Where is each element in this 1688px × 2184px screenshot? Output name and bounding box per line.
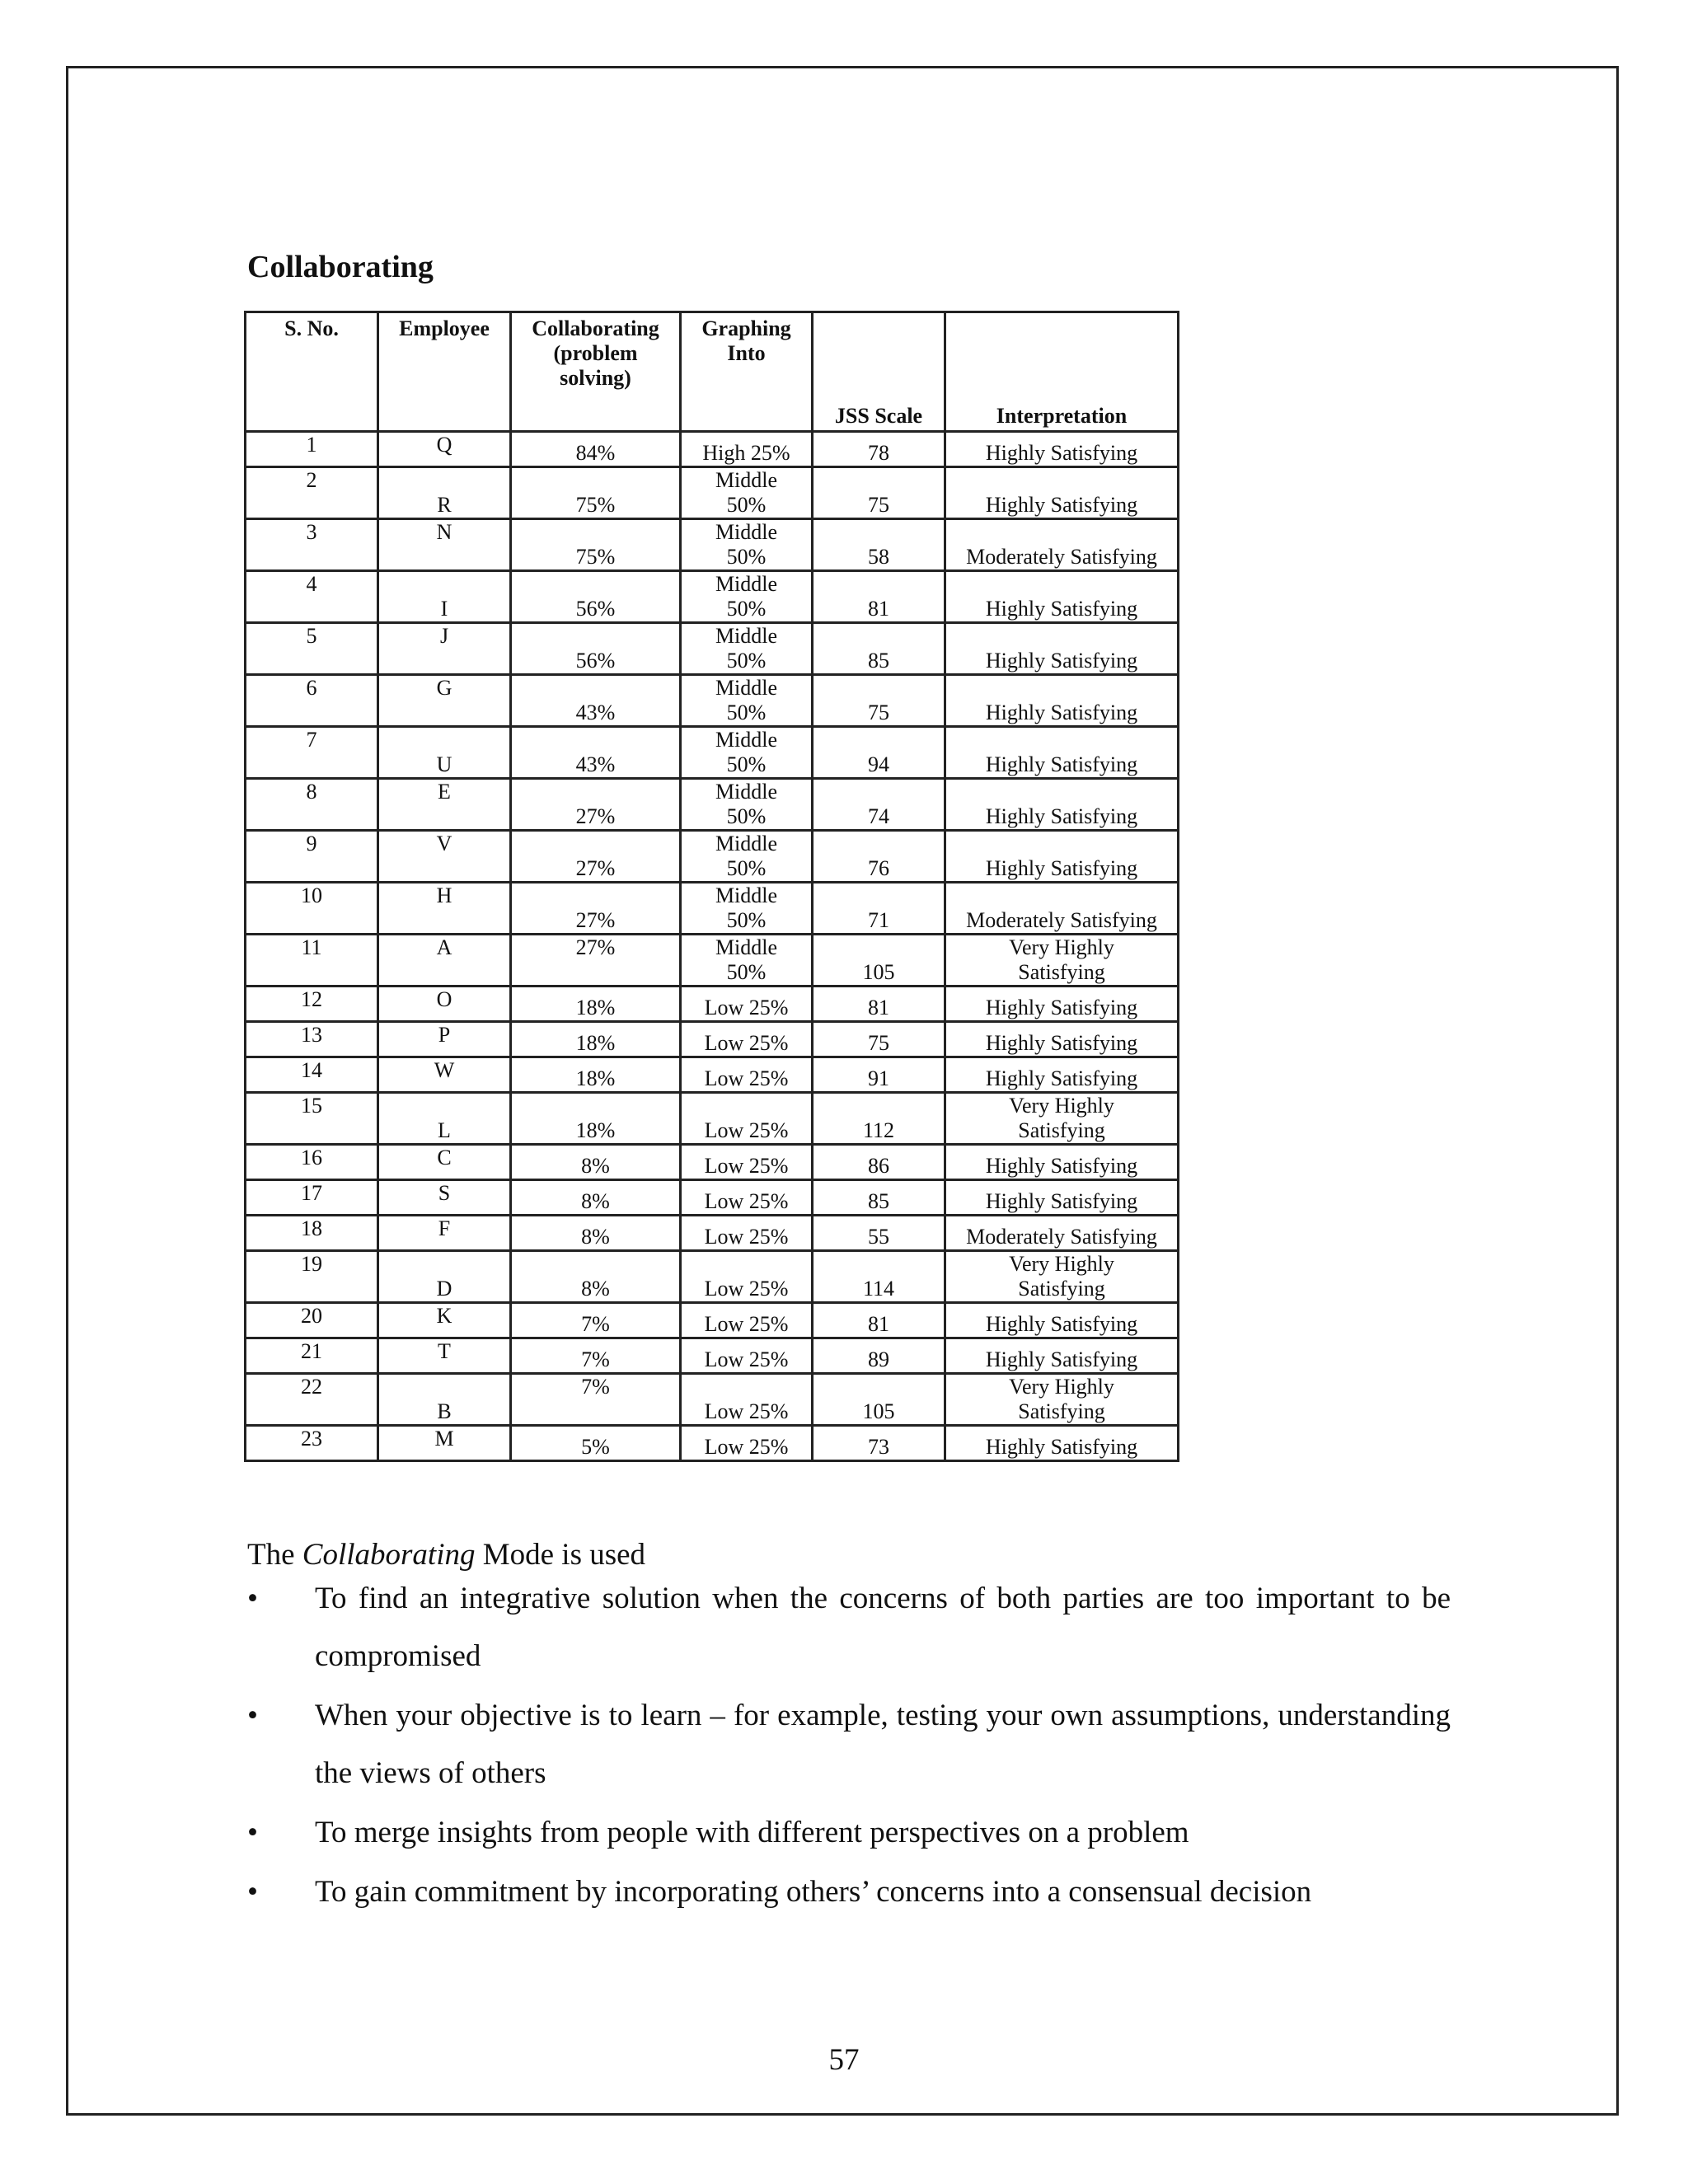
cell-collaborating: 8%	[511, 1180, 681, 1216]
bullet-item: • To merge insights from people with different perspectives on a problem	[247, 1804, 1451, 1862]
cell-jss: 94	[813, 727, 945, 779]
cell-employee: S	[378, 1180, 511, 1216]
cell-collaborating: 18%	[511, 987, 681, 1022]
cell-graphing: Low 25%	[681, 1145, 813, 1180]
cell-jss: 85	[813, 623, 945, 675]
cell-interpretation: Highly Satisfying	[945, 779, 1179, 831]
cell-interpretation: Highly Satisfying	[945, 831, 1179, 883]
cell-jss: 75	[813, 467, 945, 519]
cell-sno: 13	[246, 1022, 378, 1057]
cell-graphing: Middle 50%	[681, 831, 813, 883]
cell-sno: 9	[246, 831, 378, 883]
cell-employee: I	[378, 571, 511, 623]
bullet-item: • To find an integrative solution when the concerns of both parties are too important to be compromised	[247, 1570, 1451, 1685]
cell-collaborating: 18%	[511, 1093, 681, 1145]
cell-employee: C	[378, 1145, 511, 1180]
cell-collaborating: 43%	[511, 675, 681, 727]
bullet-icon: •	[247, 1582, 258, 1615]
cell-jss: 74	[813, 779, 945, 831]
cell-jss: 81	[813, 571, 945, 623]
cell-sno: 5	[246, 623, 378, 675]
cell-graphing: Low 25%	[681, 1374, 813, 1426]
cell-employee: Q	[378, 432, 511, 467]
cell-employee: V	[378, 831, 511, 883]
cell-collaborating: 84%	[511, 432, 681, 467]
table-row	[246, 935, 1179, 987]
header-graphing-into: Graphing Into	[681, 312, 813, 432]
cell-collaborating: 7%	[511, 1303, 681, 1338]
cell-collaborating: 7%	[511, 1338, 681, 1374]
cell-sno: 2	[246, 467, 378, 519]
cell-sno: 15	[246, 1093, 378, 1145]
cell-collaborating: 27%	[511, 883, 681, 935]
cell-employee: L	[378, 1093, 511, 1145]
cell-graphing: Middle 50%	[681, 727, 813, 779]
cell-collaborating: 56%	[511, 571, 681, 623]
cell-collaborating: 27%	[511, 779, 681, 831]
cell-interpretation: Highly Satisfying	[945, 727, 1179, 779]
cell-employee: D	[378, 1251, 511, 1303]
cell-graphing: Middle 50%	[681, 779, 813, 831]
cell-jss: 75	[813, 675, 945, 727]
cell-graphing: Low 25%	[681, 1093, 813, 1145]
cell-interpretation: Highly Satisfying	[945, 467, 1179, 519]
table-row	[246, 623, 1179, 675]
table-row	[246, 727, 1179, 779]
cell-sno: 6	[246, 675, 378, 727]
cell-interpretation: Moderately Satisfying	[945, 883, 1179, 935]
cell-graphing: Middle 50%	[681, 883, 813, 935]
bullet-icon: •	[247, 1699, 258, 1732]
table-row	[246, 987, 1179, 1022]
cell-interpretation: Moderately Satisfying	[945, 519, 1179, 571]
cell-jss: 58	[813, 519, 945, 571]
table-body	[246, 432, 1179, 1461]
table-row	[246, 432, 1179, 467]
cell-interpretation: Highly Satisfying	[945, 1180, 1179, 1216]
cell-interpretation: Highly Satisfying	[945, 1426, 1179, 1461]
table-row	[246, 1303, 1179, 1338]
cell-collaborating: 8%	[511, 1216, 681, 1251]
bullet-icon: •	[247, 1816, 258, 1849]
cell-graphing: Middle 50%	[681, 623, 813, 675]
cell-interpretation: Highly Satisfying	[945, 1022, 1179, 1057]
cell-graphing: Low 25%	[681, 1303, 813, 1338]
table-row	[246, 1022, 1179, 1057]
cell-graphing: Middle 50%	[681, 935, 813, 987]
cell-sno: 20	[246, 1303, 378, 1338]
cell-jss: 76	[813, 831, 945, 883]
cell-sno: 22	[246, 1374, 378, 1426]
cell-graphing: Low 25%	[681, 1180, 813, 1216]
cell-sno: 3	[246, 519, 378, 571]
cell-employee: J	[378, 623, 511, 675]
cell-employee: U	[378, 727, 511, 779]
cell-sno: 8	[246, 779, 378, 831]
table-row	[246, 1145, 1179, 1180]
cell-collaborating: 7%	[511, 1374, 681, 1426]
cell-collaborating: 56%	[511, 623, 681, 675]
cell-sno: 1	[246, 432, 378, 467]
table-row	[246, 1374, 1179, 1426]
cell-interpretation: Very Highly Satisfying	[945, 1251, 1179, 1303]
cell-jss: 81	[813, 1303, 945, 1338]
cell-jss: 55	[813, 1216, 945, 1251]
bullet-icon: •	[247, 1875, 258, 1909]
cell-sno: 4	[246, 571, 378, 623]
mode-name: Collaborating	[302, 1538, 476, 1572]
cell-graphing: Middle 50%	[681, 467, 813, 519]
cell-employee: N	[378, 519, 511, 571]
cell-graphing: High 25%	[681, 432, 813, 467]
header-jss-scale: JSS Scale	[813, 312, 945, 432]
cell-jss: 114	[813, 1251, 945, 1303]
cell-sno: 23	[246, 1426, 378, 1461]
cell-interpretation: Highly Satisfying	[945, 987, 1179, 1022]
cell-graphing: Low 25%	[681, 987, 813, 1022]
table-row	[246, 1216, 1179, 1251]
cell-graphing: Low 25%	[681, 1338, 813, 1374]
cell-graphing: Low 25%	[681, 1022, 813, 1057]
cell-interpretation: Moderately Satisfying	[945, 1216, 1179, 1251]
cell-employee: K	[378, 1303, 511, 1338]
cell-collaborating: 27%	[511, 935, 681, 987]
table-row	[246, 1251, 1179, 1303]
section-title: Collaborating	[247, 250, 434, 284]
cell-collaborating: 75%	[511, 467, 681, 519]
cell-interpretation: Highly Satisfying	[945, 1145, 1179, 1180]
cell-sno: 18	[246, 1216, 378, 1251]
table-header-row	[246, 312, 1179, 432]
cell-interpretation: Highly Satisfying	[945, 1303, 1179, 1338]
cell-collaborating: 43%	[511, 727, 681, 779]
cell-employee: B	[378, 1374, 511, 1426]
cell-interpretation: Very Highly Satisfying	[945, 935, 1179, 987]
cell-employee: F	[378, 1216, 511, 1251]
cell-employee: O	[378, 987, 511, 1022]
cell-jss: 81	[813, 987, 945, 1022]
cell-employee: H	[378, 883, 511, 935]
cell-jss: 86	[813, 1145, 945, 1180]
cell-jss: 105	[813, 1374, 945, 1426]
bullet-item: • When your objective is to learn – for example, testing your own assumptions, understanding the views of others	[247, 1687, 1451, 1802]
cell-collaborating: 8%	[511, 1251, 681, 1303]
cell-interpretation: Very Highly Satisfying	[945, 1374, 1179, 1426]
header-employee: Employee	[378, 312, 511, 432]
cell-employee: E	[378, 779, 511, 831]
header-sno: S. No.	[246, 312, 378, 432]
cell-interpretation: Highly Satisfying	[945, 432, 1179, 467]
cell-jss: 78	[813, 432, 945, 467]
collaborating-table	[244, 311, 1179, 1462]
cell-employee: A	[378, 935, 511, 987]
cell-sno: 12	[246, 987, 378, 1022]
table-row	[246, 675, 1179, 727]
table-row	[246, 571, 1179, 623]
cell-sno: 7	[246, 727, 378, 779]
cell-graphing: Low 25%	[681, 1251, 813, 1303]
cell-interpretation: Highly Satisfying	[945, 1057, 1179, 1093]
table-row	[246, 883, 1179, 935]
header-interpretation: Interpretation	[945, 312, 1179, 432]
cell-jss: 73	[813, 1426, 945, 1461]
cell-jss: 75	[813, 1022, 945, 1057]
cell-employee: G	[378, 675, 511, 727]
cell-sno: 19	[246, 1251, 378, 1303]
table-row	[246, 779, 1179, 831]
cell-jss: 105	[813, 935, 945, 987]
cell-jss: 71	[813, 883, 945, 935]
cell-graphing: Middle 50%	[681, 519, 813, 571]
cell-employee: T	[378, 1338, 511, 1374]
cell-collaborating: 27%	[511, 831, 681, 883]
cell-sno: 11	[246, 935, 378, 987]
table-row	[246, 1338, 1179, 1374]
cell-collaborating: 18%	[511, 1057, 681, 1093]
table-row	[246, 467, 1179, 519]
table-row	[246, 1180, 1179, 1216]
cell-sno: 14	[246, 1057, 378, 1093]
header-collaborating: Collaborating (problem solving)	[511, 312, 681, 432]
cell-graphing: Low 25%	[681, 1057, 813, 1093]
table-row	[246, 1093, 1179, 1145]
table-row	[246, 1426, 1179, 1461]
cell-employee: P	[378, 1022, 511, 1057]
table-row	[246, 831, 1179, 883]
cell-sno: 21	[246, 1338, 378, 1374]
cell-collaborating: 5%	[511, 1426, 681, 1461]
table-row	[246, 519, 1179, 571]
bullet-item: • To gain commitment by incorporating others’ concerns into a consensual decision	[247, 1863, 1451, 1921]
cell-graphing: Middle 50%	[681, 571, 813, 623]
cell-sno: 16	[246, 1145, 378, 1180]
cell-collaborating: 8%	[511, 1145, 681, 1180]
cell-graphing: Middle 50%	[681, 675, 813, 727]
cell-jss: 89	[813, 1338, 945, 1374]
cell-employee: R	[378, 467, 511, 519]
cell-sno: 10	[246, 883, 378, 935]
cell-employee: M	[378, 1426, 511, 1461]
page-number: 57	[828, 2043, 860, 2077]
cell-employee: W	[378, 1057, 511, 1093]
bullet-list	[247, 1570, 1451, 1923]
cell-jss: 91	[813, 1057, 945, 1093]
cell-collaborating: 75%	[511, 519, 681, 571]
cell-graphing: Low 25%	[681, 1216, 813, 1251]
cell-collaborating: 18%	[511, 1022, 681, 1057]
cell-interpretation: Highly Satisfying	[945, 623, 1179, 675]
intro-paragraph: The Collaborating Mode is used	[247, 1538, 646, 1572]
cell-jss: 85	[813, 1180, 945, 1216]
table-row	[246, 1057, 1179, 1093]
cell-graphing: Low 25%	[681, 1426, 813, 1461]
cell-interpretation: Highly Satisfying	[945, 1338, 1179, 1374]
cell-interpretation: Highly Satisfying	[945, 675, 1179, 727]
cell-interpretation: Highly Satisfying	[945, 571, 1179, 623]
cell-interpretation: Very Highly Satisfying	[945, 1093, 1179, 1145]
cell-sno: 17	[246, 1180, 378, 1216]
cell-jss: 112	[813, 1093, 945, 1145]
